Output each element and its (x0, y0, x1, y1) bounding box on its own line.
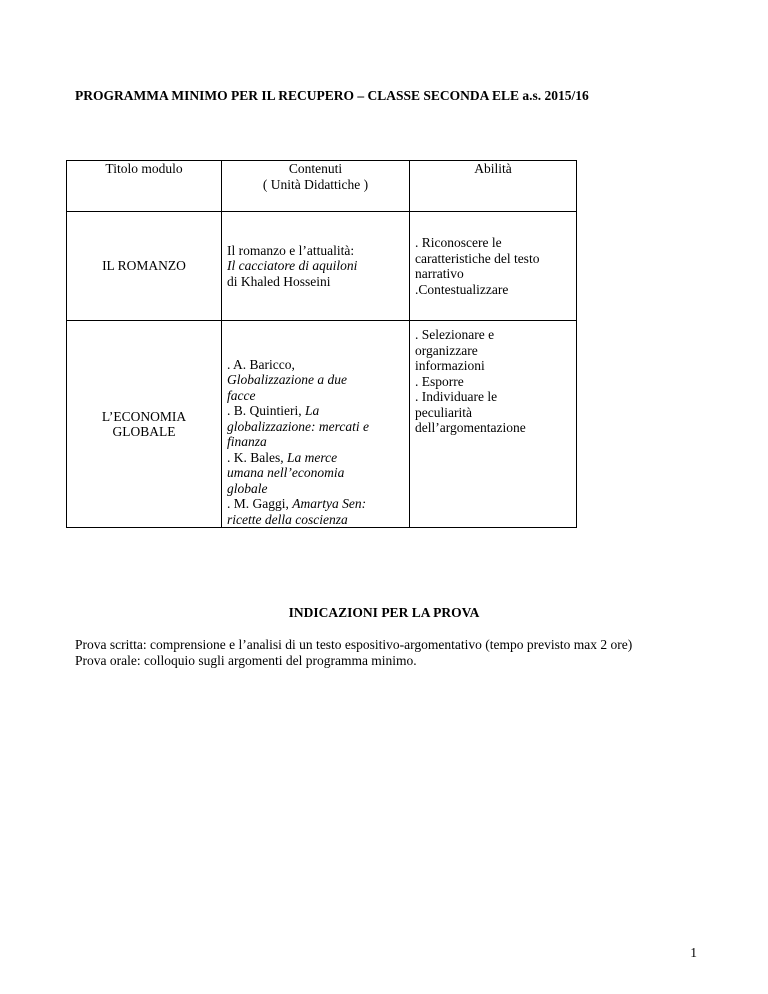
module-title-line: L’ECONOMIA (101, 408, 187, 424)
skill-line: .Contestualizzare (415, 281, 509, 297)
contents-line: di Khaled Hosseini (227, 273, 331, 289)
contents-line: umana nell’economia (227, 465, 345, 480)
header-contents-line2: ( Unità Didattiche ) (262, 176, 369, 192)
header-skills: Abilità (410, 161, 577, 212)
contents-line: ricette della coscienza (227, 511, 348, 527)
contents-line: Il romanzo e l’attualità: (227, 242, 355, 258)
contents-line: finanza (227, 434, 267, 449)
module-title: IL ROMANZO (67, 212, 222, 321)
section-title: INDICAZIONI PER LA PROVA (288, 605, 480, 620)
header-contents-line1: Contenuti (288, 161, 343, 176)
page-title: PROGRAMMA MINIMO PER IL RECUPERO – CLASSE SECONDA ELE a.s. 2015/16 (75, 88, 589, 103)
skill-line: . Selezionare e (415, 327, 495, 342)
contents-line: globale (227, 480, 268, 496)
module-contents (222, 321, 410, 528)
table-header-row (67, 161, 577, 212)
contents-line (227, 450, 404, 466)
title-text: La merce (287, 449, 338, 465)
skill-line: . Riconoscere le (415, 235, 502, 250)
skill-line: dell’argomentazione (415, 420, 526, 435)
author-text: . M. Gaggi, (227, 496, 293, 511)
written-test-text: Prova scritta: comprensione e l’analisi di un testo espositivo-argomentativo (tempo previsto max 2 ore) (75, 637, 633, 652)
author-text: . B. Quintieri, (227, 403, 305, 418)
header-module: Titolo modulo (67, 161, 222, 212)
program-table (66, 160, 577, 528)
table-row (67, 212, 577, 321)
skill-line: peculiarità (415, 404, 472, 420)
module-skills (410, 212, 577, 321)
skill-line: . Individuare le (415, 389, 498, 404)
skill-line: narrativo (415, 266, 464, 281)
skill-line: organizzare (415, 342, 478, 358)
contents-line: . A. Baricco, (227, 356, 295, 372)
title-text: La (305, 403, 320, 418)
contents-line: facce (227, 387, 256, 403)
skill-line: caratteristiche del testo (415, 250, 540, 266)
contents-line (227, 496, 404, 512)
book-title: Il cacciatore di aquiloni (227, 258, 358, 274)
skill-line: . Esporre (415, 373, 464, 389)
contents-line: globalizzazione: mercati e (227, 418, 369, 434)
author-text: . K. Bales, (227, 449, 287, 465)
title-text: Amartya Sen: (292, 496, 367, 511)
test-indications (75, 637, 697, 668)
module-title-line: GLOBALE (112, 424, 176, 439)
oral-test-text: Prova orale: colloquio sugli argomenti del programma minimo. (75, 652, 417, 668)
contents-line (227, 403, 404, 419)
header-contents (222, 161, 410, 212)
page-number: 1 (690, 945, 697, 960)
module-title (67, 321, 222, 528)
skill-line: informazioni (415, 358, 485, 373)
module-contents (222, 212, 410, 321)
table-row (67, 321, 577, 528)
module-skills (410, 321, 577, 528)
contents-line: Globalizzazione a due (227, 372, 347, 387)
